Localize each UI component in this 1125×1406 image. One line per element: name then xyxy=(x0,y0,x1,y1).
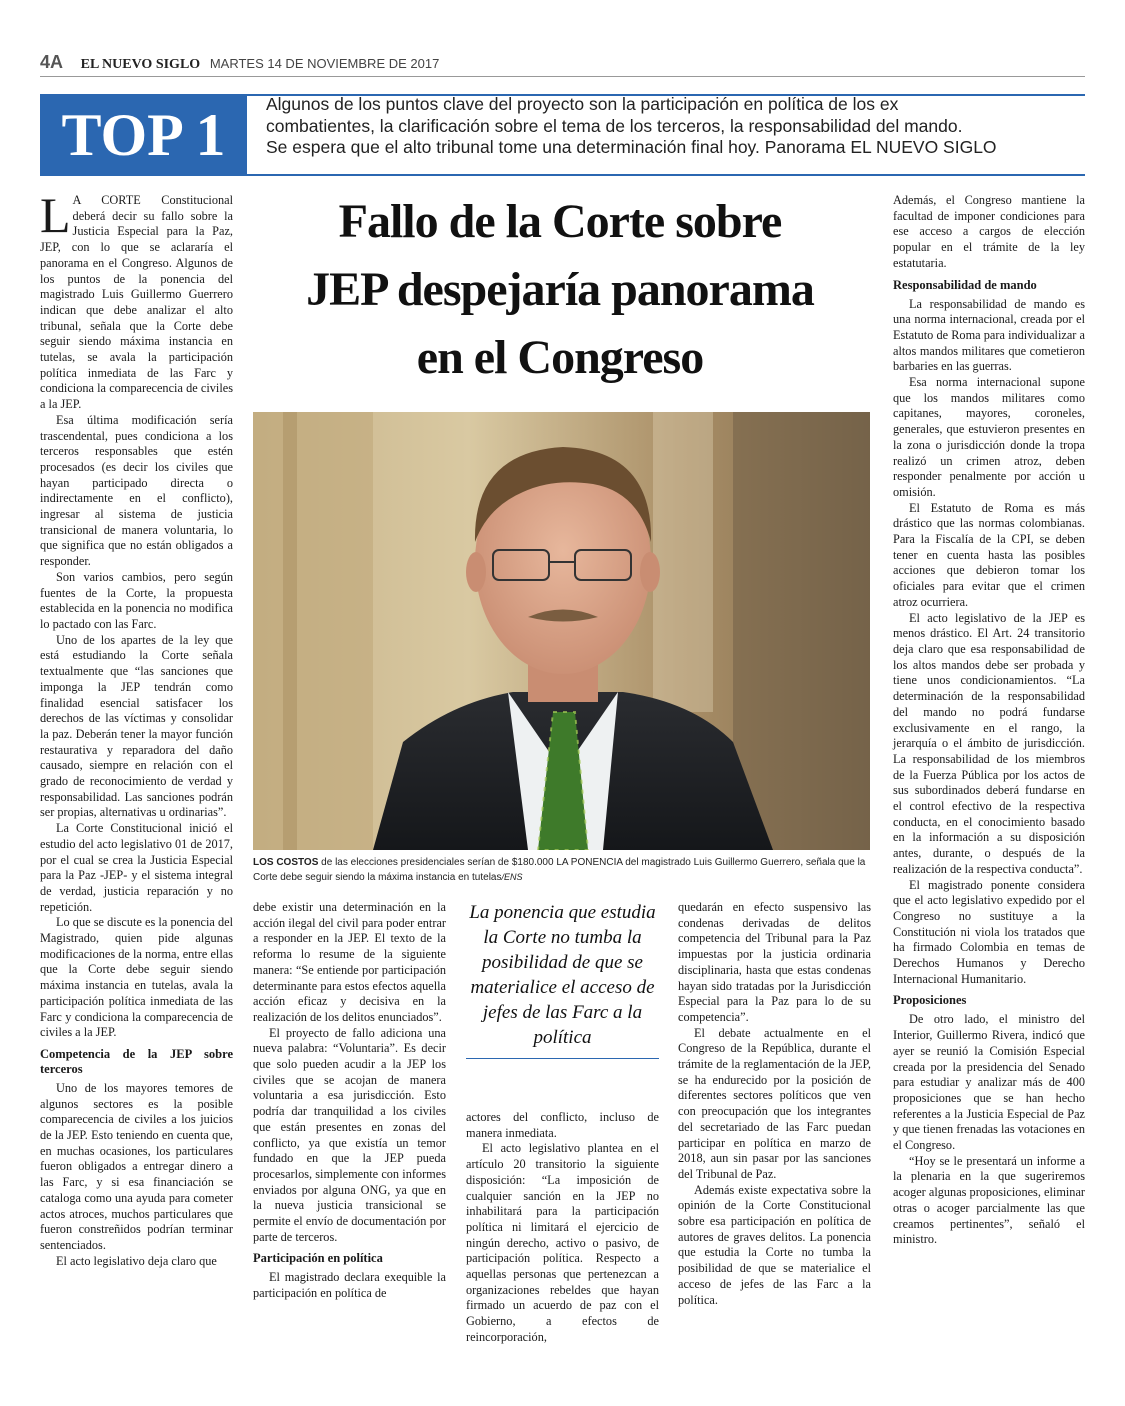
paragraph: El acto legislativo de la JEP es menos drástico. El Art. 24 transitorio deja claro que esa responsabilidad de los altos mandos debe ser probada y tiene unos condicionamientos. “La determinación de la responsabilidad del mando no podrá fundarse exclusivamente en el rango, la jerarquía o el ámbito de jurisdicción. La responsabilidad de los miembros de la Fuerza Pública por los actos de sus subordinados deberá fundarse en el control efectivo de la respectiva conducta, en el conocimiento basado en la información a su disposición antes, durante, o después de la realización de la respectiva conducta”. xyxy=(893,610,1085,876)
photo-illustration xyxy=(253,412,870,850)
paragraph: El magistrado declara exequible la participación en política de xyxy=(253,1270,446,1301)
paragraph: debe existir una determinación en la acción ilegal del civil para poder entrar a responder en la JEP. El texto de la reforma lo resume de la siguiente manera: “Se entiende por participación determinante para estos efectos aquella acción eficaz y decisiva en la realización de los delitos enunciados”. xyxy=(253,900,446,1024)
paragraph: “Hoy se le presentará un informe a la plenaria en la que sugeriremos acoger algunas proposiciones, eliminar otras o acoger parcialmente las que creamos pertinentes”, señaló el ministro. xyxy=(893,1153,1085,1247)
top-summary xyxy=(266,94,1086,159)
pull-quote: La ponencia que estudia la Corte no tumba la posibilidad de que se materialice el acceso de jefes de las Farc a la política xyxy=(466,900,659,1059)
subheading: Participación en política xyxy=(253,1251,383,1266)
summary-line: Algunos de los puntos clave del proyecto son la participación en política de los ex xyxy=(266,94,899,114)
paragraph: El proyecto de fallo adiciona una nueva palabra: “Voluntaria”. Es decir que solo pueden acudir a la JEP los civiles que se acojan de manera voluntaria a esa jurisdicción. Esto podría dar tranquilidad a los civiles que están presentes en zonas del conflicto, ya que existía un temor fundado en que la JEP pueda procesarlos, simplemente con informes enviados por alguna ONG, ya que en la nueva justicia transicional se permite el envío de documentación por parte de terceros. xyxy=(253,1025,446,1244)
page-number: 4A xyxy=(40,52,64,72)
column-2 xyxy=(253,900,446,1302)
paragraph: Son varios cambios, pero según fuentes de la Corte, la propuesta establecida en la ponencia no modifica lo pactado con las Farc. xyxy=(40,569,233,631)
caption-text: de las elecciones presidenciales serían de $180.000 LA PONENCIA del magistrado Luis Guillermo Guerrero, señala que la Corte debe seguir siendo la máxima instancia en tutelas xyxy=(253,857,866,883)
paragraph: Además, el Congreso mantiene la facultad de imponer condiciones para ese acceso a cargos de elección popular en el trámite de la ley estatutaria. xyxy=(893,193,1085,270)
headline xyxy=(250,188,870,392)
paragraph: Además existe expectativa sobre la opinión de la Corte Constitucional sobre esa participación en política de autores de graves delitos. La ponencia que estudia la Corte no tumba la posibilidad de que se materialice el acceso de jefes de las Farc a la política. xyxy=(678,1182,871,1307)
paragraph: El acto legislativo deja claro que xyxy=(56,1253,217,1268)
subheading: Proposiciones xyxy=(893,993,967,1008)
paragraph: quedarán en efecto suspensivo las condenas derivadas de delitos competencia del Tribunal para la Paz impuestas por la justicia ordinaria disciplinaria, hasta que estas condenas hayan sido tratadas por la Jurisdicción Especial para la Paz para lo de su competencia”. xyxy=(678,900,871,1024)
top-label: TOP 1 xyxy=(40,94,247,176)
paragraph: L A CORTE Constitucional deberá decir su fallo sobre la Justicia Especial para la Paz, JEP, con lo que se aclararía el panorama en el Congreso. Algunos de los puntos de la ponencia del magistrado Luis Guillermo Guerrero indican que debe analizar el alto tribunal, señala que la Corte debe seguir siendo máxima instancia en tutelas, se avala la participación política inmediata de las Farc y condiciona la comparecencia de civiles a la JEP. xyxy=(40,187,233,412)
paragraph: Esa norma internacional supone que los mandos militares como capitanes, mayores, coroneles, generales, que estuvieron presentes en la zona o jurisdicción donde la tropa realizó un crimen atroz, deben responder penalmente por acción u omisión. xyxy=(893,375,1085,499)
caption-lead: LOS COSTOS xyxy=(253,857,319,868)
column-3 xyxy=(466,1110,659,1346)
headline-line: JEP despejaría panorama xyxy=(306,263,814,316)
headline-line: Fallo de la Corte sobre xyxy=(338,195,782,248)
paragraph: La responsabilidad de mando es una norma internacional, creada por el Estatuto de Roma para individualizar a altos mandos militares que cometieron barbaries en las guerras. xyxy=(893,296,1085,374)
headline-line: en el Congreso xyxy=(416,331,704,384)
paragraph: Uno de los mayores temores de algunos sectores es la posible comparecencia de civiles a los juicios de la JEP. Esto teniendo en cuenta que, en muchas ocasiones, los particulares fueron obligados a entregar dinero a las Farc, y si esa financiación se cataloga como una ayuda para cometer actos atroces, muchos particulares que fueron constreñidos podrían terminar sentenciados. xyxy=(40,1080,233,1252)
paragraph: El debate actualmente en el Congreso de la República, durante el trámite de la reglamentación de la JEP, se ha endurecido por la posición de diferentes sectores políticos que ven con preocupación que los integrantes del secretariado de las Farc puedan participar en política en marzo de 2018, aun sin pasar por las sanciones del Tribunal de Paz. xyxy=(678,1025,871,1181)
subheading: Responsabilidad de mando xyxy=(893,277,1037,292)
drop-cap: L xyxy=(40,187,71,243)
summary-line: combatientes, la clarificación sobre el tema de los terceros, la responsabilidad del mando. xyxy=(266,115,963,136)
page-folio xyxy=(40,52,1085,77)
caption-credit: /ENS xyxy=(501,872,523,882)
column-1 xyxy=(40,187,233,1269)
paragraph: actores del conflicto, incluso de manera inmediata. xyxy=(466,1110,659,1140)
paragraph: El magistrado ponente considera que el acto legislativo expedido por el Congreso no sustituye a la Constitución ni viola los tratados que ha firmado Colombia en temas de Derechos Humanos y Derecho Internacional Humanitario. xyxy=(893,877,1085,986)
column-5 xyxy=(893,193,1085,1248)
photo-caption xyxy=(253,856,870,885)
paragraph: Esa última modificación sería trascendental, pues condiciona a los terceros responsables que estén procesados (es decir los civiles que hayan participado directa o indirectamente en el conflicto), ingresar al sistema de justicia transicional de manera voluntaria, lo que significa que no están obligados a responder. xyxy=(40,412,233,569)
paragraph: El Estatuto de Roma es más drástico que las normas colombianas. Para la Fiscalía de la CPI, se deben tener en cuenta hasta las posibles acciones que debieron tomar los oficiales para evitar que el crimen atroz ocurriera. xyxy=(893,500,1085,609)
subheading: Competencia de la JEP sobre terceros xyxy=(40,1046,233,1076)
publication-name: EL NUEVO SIGLO xyxy=(80,57,201,72)
paragraph: Lo que se discute es la ponencia del Magistrado, quien pide algunas modificaciones de la norma, entre ellas que la Corte debe seguir siendo máxima instancia en tutelas, avala la participación política inmediata de las Farc y condiciona la comparecencia de civiles a la JEP. xyxy=(40,915,233,1040)
column-4 xyxy=(678,900,871,1308)
paragraph: La Corte Constitucional inició el estudio del acto legislativo 01 de 2017, por el cual se crea la Justicia Especial para la Paz -JEP- y el sistema integral de verdad, justicia reparación y no repetición. xyxy=(40,821,233,914)
paragraph: De otro lado, el ministro del Interior, Guillermo Rivera, indicó que ayer se reunió la Comisión Especial creada por la presidencia del Senado para estudiar y analizar más de 400 proposiciones que se han hecho referentes a la Justicia Especial de Paz y que tienen frenadas las votaciones en el Congreso. xyxy=(893,1012,1085,1153)
photo-magistrate xyxy=(253,412,870,850)
summary-line: Se espera que el alto tribunal tome una determinación final hoy. Panorama EL NUEVO SIGLO xyxy=(266,137,997,157)
publication-date: MARTES 14 DE NOVIEMBRE DE 2017 xyxy=(209,56,440,71)
paragraph: El acto legislativo plantea en el artículo 20 transitorio la siguiente disposición: “La imposición de cualquier sanción en la JEP no inhabilitará para la participación política ni limitará el ejercicio de ningún derecho, activo o pasivo, de participación política. Respecto a aquellas personas que pertenezcan a organizaciones rebeldes que hayan firmado un acuerdo de paz con el Gobierno, a efectos de reincorporación, xyxy=(466,1141,659,1344)
paragraph: Uno de los apartes de la ley que está estudiando la Corte señala textualmente que “las sanciones que imponga la JEP tendrán como finalidad esencial satisfacer los derechos de las víctimas y consolidar la paz. Deberán tener la mayor función restaurativa y reparadora del daño causado, siempre en relación con el grado de reconocimiento de verdad y responsabilidad. Las sanciones podrán ser propias, alternativas u ordinarias”. xyxy=(40,632,233,820)
